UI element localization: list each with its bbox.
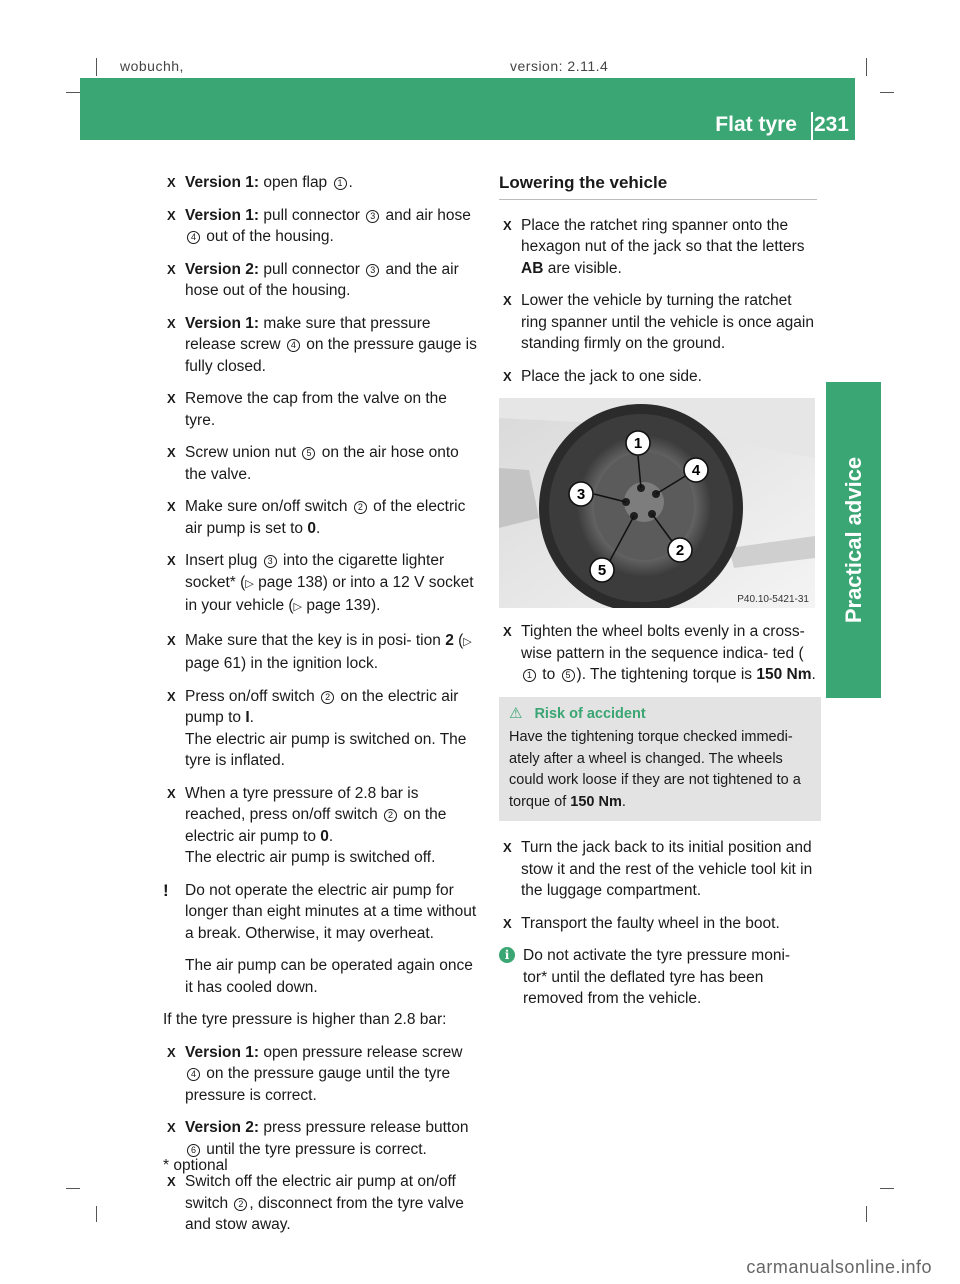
page-ref-link[interactable]: page 138) or into a 12 V socket in your vehicle (	[185, 573, 474, 614]
step-text: Make sure on/off switch	[185, 498, 352, 515]
caution-text: Do not operate the electric air pump for longer than eight minutes at a time without a break. Otherwise, it may overheat.	[185, 881, 477, 942]
step-text: Transport the faulty wheel in the boot.	[521, 914, 780, 932]
crop-mark	[866, 1206, 867, 1222]
callout-number: 3	[366, 210, 379, 223]
figure-code: P40.10-5421-31	[737, 594, 809, 605]
step-bullet: X	[503, 840, 512, 855]
step-bold: 0	[307, 519, 316, 537]
step-bold: AB	[521, 259, 544, 277]
step-bullet: X	[503, 217, 512, 233]
step-bullet: X	[167, 445, 176, 460]
step-text: on the pressure gauge until the tyre pressure is correct.	[185, 1065, 451, 1104]
warning-box	[499, 697, 821, 822]
step-text: on the electric air pump to	[185, 806, 447, 845]
callout-number: 4	[187, 231, 200, 244]
step-text: Lower the vehicle by turning the ratchet ring spanner until the vehicle is once again standing firmly on the ground.	[521, 292, 814, 352]
page-ref-arrow-icon: ▷	[245, 577, 254, 590]
step-item	[499, 366, 817, 388]
callout-number: 3	[366, 264, 379, 277]
header-divider	[811, 112, 813, 140]
step-text: on the pressure gauge is fully closed.	[185, 336, 477, 375]
step-text: Remove the cap from the valve on the tyre.	[185, 390, 447, 429]
crop-mark	[96, 1206, 97, 1222]
step-bullet: X	[167, 261, 176, 277]
step-bold: 2	[445, 631, 454, 649]
step-bullet: X	[167, 1120, 176, 1135]
crop-mark	[880, 92, 894, 93]
info-note	[499, 945, 817, 1010]
info-text: Do not activate the tyre pressure moni- tor* until the deflated tyre has been removed from the vehicle.	[523, 947, 791, 1007]
step-text: press pressure release button	[259, 1119, 469, 1136]
step-text: pull connector	[259, 260, 365, 278]
callout-number: 3	[264, 555, 277, 568]
step-item	[163, 1117, 481, 1160]
step-bullet: X	[167, 632, 176, 648]
step-bullet: X	[167, 1044, 176, 1060]
caution-note	[163, 880, 481, 945]
right-column	[499, 172, 817, 1021]
chapter-title: Flat tyre	[715, 113, 797, 136]
callout-number: 5	[302, 447, 315, 460]
print-meta-right: version: 2.11.4	[510, 58, 609, 74]
step-text: ). The tightening torque is	[576, 666, 757, 683]
callout-number: 5	[562, 669, 575, 682]
step-text: of the electric air pump is set to	[185, 498, 466, 537]
figure-callout: 3	[576, 486, 586, 503]
step-bold: I	[245, 709, 250, 726]
page-ref-arrow-icon: ▷	[293, 601, 303, 613]
step-text: .	[811, 666, 816, 683]
step-text: Place the jack to one side.	[521, 367, 702, 385]
crop-mark	[880, 1188, 894, 1189]
step-item	[163, 550, 481, 619]
crop-mark	[866, 58, 867, 76]
side-tab-label-wrap	[825, 382, 883, 698]
step-bullet: X	[167, 391, 176, 406]
crop-mark	[96, 58, 97, 76]
step-text: Screw union nut	[185, 444, 301, 461]
step-bold: Version 1:	[185, 1043, 260, 1061]
step-item	[499, 837, 817, 902]
info-icon: i	[499, 947, 515, 963]
section-title: Lowering the vehicle	[499, 172, 817, 200]
figure-callout: 4	[691, 462, 701, 479]
figure-callout: 1	[633, 435, 643, 452]
header-bar	[80, 78, 855, 140]
warning-text: Have the tightening torque checked immedi- ately after a wheel is changed. The wheels could work loose if they are not tightened to a torque of	[509, 729, 801, 810]
page-ref-arrow-icon: ▷	[463, 635, 472, 648]
crop-mark	[66, 92, 80, 93]
step-text: .	[348, 174, 353, 191]
step-bullet: X	[503, 368, 512, 384]
step-text: are visible.	[543, 259, 622, 277]
step-text: Tighten the wheel bolts evenly in a cross- wise pattern in the sequence indica- ted (	[521, 623, 805, 662]
side-tab-label: Practical advice	[841, 456, 866, 624]
warning-text: .	[621, 793, 626, 810]
step-bullet: X	[167, 499, 176, 514]
step-bullet: X	[167, 315, 176, 331]
step-result: The electric air pump is switched off.	[185, 849, 436, 866]
step-bold: Version 1:	[185, 206, 260, 224]
step-text: (	[453, 631, 464, 649]
step-text: until the tyre pressure is correct.	[202, 1140, 427, 1158]
step-bold: Version 1:	[185, 314, 260, 332]
step-bold: 0	[320, 827, 329, 845]
step-item	[499, 621, 817, 686]
wheel-illustration	[499, 398, 815, 608]
step-text: make sure that pressure release screw	[185, 314, 431, 353]
page-ref-link[interactable]: page 139).	[302, 597, 381, 614]
warning-bold: 150 Nm	[570, 793, 622, 810]
step-text: and the air hose out of the housing.	[185, 260, 459, 299]
step-text: .	[249, 709, 254, 726]
figure-callout: 5	[597, 562, 607, 579]
step-bold: Version 2:	[185, 1119, 260, 1136]
step-bullet: X	[167, 1174, 176, 1189]
step-item	[499, 215, 817, 280]
step-bullet: X	[503, 293, 512, 308]
callout-number: 1	[523, 669, 536, 682]
step-bullet: X	[167, 175, 176, 190]
step-text: Place the ratchet ring spanner onto the hexagon nut of the jack so that the letters	[521, 216, 805, 255]
step-text: Turn the jack back to its initial position and stow it and the rest of the vehicle tool kit in the luggage compartment.	[521, 839, 813, 899]
step-text: and air hose	[381, 206, 471, 224]
step-bullet: X	[167, 207, 176, 223]
callout-number: 4	[187, 1068, 200, 1081]
warning-triangle-icon: ⚠	[509, 704, 523, 722]
step-text: on the electric air pump to	[185, 687, 459, 726]
step-item	[163, 1042, 481, 1107]
step-text: When a tyre pressure of 2.8 bar is reached, press on/off switch	[185, 784, 419, 823]
paragraph: If the tyre pressure is higher than 2.8 bar:	[163, 1011, 447, 1028]
step-bullet: X	[167, 688, 176, 704]
left-column	[163, 172, 481, 1247]
step-item	[163, 205, 481, 248]
callout-number: 4	[287, 339, 300, 352]
footnote: * optional	[163, 1157, 228, 1174]
step-text: into the cigarette lighter socket* (	[185, 552, 445, 591]
print-meta-left: wobuchh,	[120, 58, 184, 74]
step-text: pull connector	[259, 206, 365, 224]
step-text: to	[538, 666, 560, 683]
step-text: open flap	[259, 174, 332, 191]
warning-title: Risk of accident	[534, 705, 646, 722]
step-text: .	[328, 827, 334, 845]
step-item	[163, 313, 481, 378]
step-text: open pressure release screw	[259, 1043, 463, 1061]
step-bold: 150 Nm	[756, 666, 812, 683]
step-bullet: X	[503, 624, 512, 639]
step-item	[499, 913, 817, 935]
step-item	[163, 172, 481, 194]
step-bullet: X	[503, 915, 512, 931]
step-item	[163, 259, 481, 302]
callout-number: 2	[234, 1198, 247, 1211]
step-item	[499, 290, 817, 355]
wheel-bolt-figure	[499, 398, 815, 608]
step-bullet: X	[167, 785, 176, 801]
crop-mark	[66, 1188, 80, 1189]
step-item	[163, 388, 481, 431]
step-text: on the air hose onto the valve.	[185, 444, 459, 483]
step-text: Insert plug	[185, 552, 262, 569]
step-text: Switch off the electric air pump at on/off switch	[185, 1173, 456, 1212]
caution-icon: !	[163, 880, 169, 900]
step-text: Make sure that the key is in posi- tion	[185, 631, 446, 649]
warning-title-row	[509, 703, 811, 726]
step-item	[163, 630, 481, 675]
step-item	[163, 442, 481, 485]
step-bold: Version 1:	[185, 174, 260, 191]
step-text: , disconnect from the tyre valve and stow away.	[185, 1194, 464, 1233]
step-item	[163, 496, 481, 539]
step-item	[163, 686, 481, 772]
step-text: Press on/off switch	[185, 687, 320, 705]
step-text: out of the housing.	[202, 228, 334, 245]
watermark: carmanualsonline.info	[746, 1257, 932, 1277]
step-item	[163, 1171, 481, 1236]
step-bullet: X	[167, 553, 176, 568]
callout-number: 2	[384, 809, 397, 822]
callout-number: 2	[321, 691, 334, 704]
page-number: 231	[813, 113, 849, 136]
caution-text-2: The air pump can be operated again once it has cooled down.	[185, 957, 473, 996]
step-result: The electric air pump is switched on. The tyre is inflated.	[185, 730, 467, 769]
step-bold: Version 2:	[185, 260, 260, 278]
step-item	[163, 783, 481, 869]
figure-callout: 2	[675, 542, 685, 559]
page-ref-link[interactable]: page 61) in the ignition lock.	[185, 655, 379, 672]
callout-number: 6	[187, 1144, 200, 1157]
step-text: .	[315, 519, 321, 537]
callout-number: 2	[354, 501, 367, 514]
callout-number: 1	[334, 177, 347, 190]
